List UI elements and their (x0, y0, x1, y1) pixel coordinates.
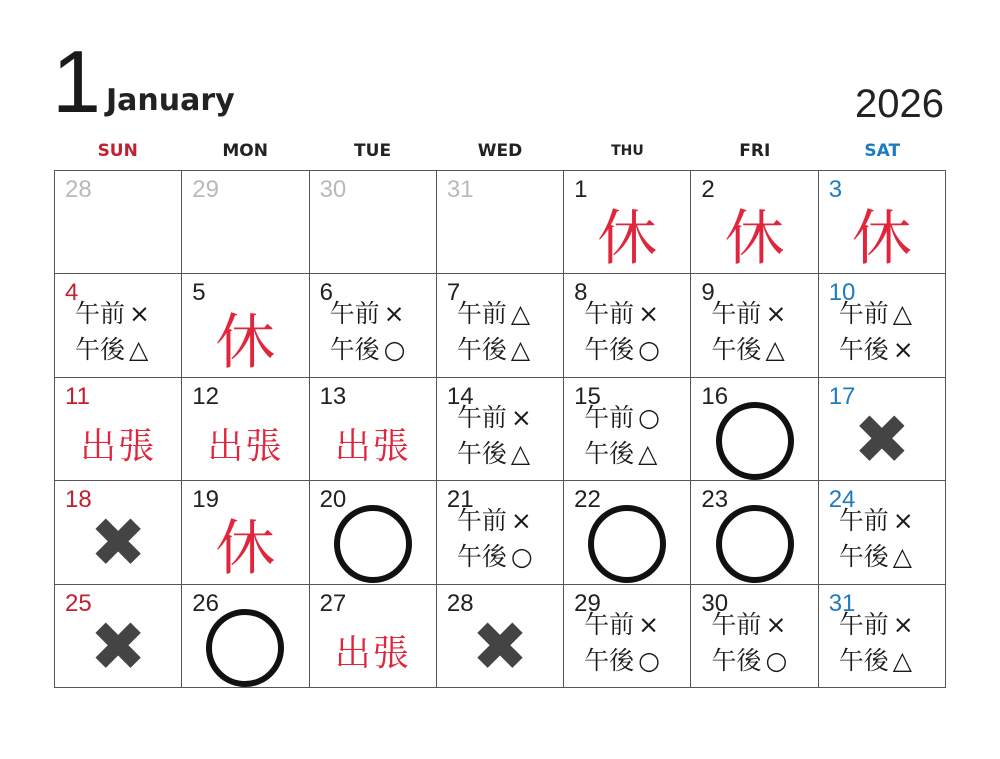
availability-symbol: △ (510, 335, 531, 365)
holiday-mark: 休 (215, 514, 276, 585)
availability-symbol: ○ (383, 335, 406, 365)
morning-label: 午前 (329, 299, 380, 329)
availability-symbol: ○ (638, 402, 660, 432)
afternoon-label: 午後 (711, 335, 762, 365)
calendar-day-cell[interactable] (564, 585, 691, 688)
calendar-day-cell[interactable] (691, 378, 818, 481)
day-number: 2 (701, 176, 715, 203)
day-number: 5 (192, 279, 206, 307)
day-number: 18 (65, 486, 92, 514)
day-number: 23 (701, 486, 729, 514)
calendar-day-cell[interactable] (182, 481, 309, 584)
availability-lines (75, 296, 150, 368)
availability-symbol: △ (129, 335, 149, 365)
availability-symbol: ○ (638, 335, 660, 365)
available-mark-wrap (182, 609, 308, 687)
calendar-day-cell[interactable] (819, 171, 946, 274)
afternoon-label: 午後 (584, 438, 635, 468)
morning-availability (457, 296, 530, 332)
calendar-day-cell[interactable] (819, 378, 946, 481)
day-number: 30 (701, 589, 729, 617)
calendar-day-cell[interactable] (310, 171, 437, 274)
afternoon-availability (584, 436, 660, 472)
calendar-day-cell[interactable] (819, 274, 946, 377)
weekday-header-row (54, 141, 946, 161)
afternoon-label: 午後 (838, 645, 889, 675)
day-number: 31 (828, 589, 856, 617)
calendar-day-cell[interactable] (564, 481, 691, 584)
calendar-day-cell[interactable] (564, 171, 691, 274)
availability-lines (584, 296, 660, 368)
unavailable-mark-wrap (819, 402, 945, 480)
month-number: 1 (52, 32, 101, 131)
calendar-day-cell[interactable] (310, 378, 437, 481)
weekday-sun: SUN (97, 141, 138, 161)
afternoon-label: 午後 (456, 438, 507, 468)
availability-symbol: ○ (765, 645, 788, 675)
morning-availability (584, 607, 660, 643)
availability-symbol: × (383, 299, 405, 329)
afternoon-availability (584, 643, 660, 679)
morning-availability (839, 296, 914, 332)
availability-symbol: × (892, 506, 914, 536)
availability-symbol: ○ (510, 542, 533, 572)
year: 2026 (855, 82, 944, 126)
afternoon-availability (839, 332, 914, 368)
calendar-day-cell[interactable] (819, 481, 946, 584)
availability-symbol: × (765, 609, 787, 639)
available-mark-wrap (691, 505, 817, 583)
morning-label: 午前 (584, 299, 635, 329)
cross-icon: ✖ (89, 504, 147, 584)
afternoon-availability (457, 332, 530, 368)
morning-label: 午前 (75, 299, 126, 329)
availability-lines (839, 296, 914, 368)
available-mark-wrap (564, 505, 690, 583)
morning-label: 午前 (456, 299, 507, 329)
day-number: 28 (65, 176, 92, 203)
afternoon-availability (75, 332, 150, 368)
calendar-day-cell[interactable] (55, 171, 182, 274)
business-trip-mark: 出張 (334, 633, 411, 675)
day-number: 7 (446, 279, 461, 307)
business-trip-mark: 出張 (80, 426, 157, 468)
calendar-day-cell[interactable] (437, 274, 564, 377)
availability-lines (711, 296, 786, 368)
morning-availability (839, 607, 914, 643)
unavailable-mark-wrap (437, 609, 563, 687)
calendar-day-cell[interactable] (691, 481, 818, 584)
calendar-day-cell[interactable] (182, 585, 309, 688)
weekday-wed: WED (477, 141, 523, 161)
day-number: 9 (701, 279, 715, 307)
day-number: 4 (65, 279, 79, 307)
availability-symbol: △ (510, 438, 531, 468)
day-number: 22 (574, 486, 601, 514)
availability-symbol: △ (892, 299, 912, 329)
afternoon-availability (711, 643, 787, 679)
day-number: 12 (192, 382, 219, 410)
afternoon-label: 午後 (584, 335, 635, 365)
availability-symbol: △ (892, 645, 912, 675)
weekday-fri: FRI (739, 141, 771, 161)
calendar-day-cell[interactable] (310, 585, 437, 688)
afternoon-label: 午後 (838, 335, 889, 365)
calendar-day-cell[interactable] (437, 378, 564, 481)
morning-availability (457, 503, 533, 539)
afternoon-label: 午後 (711, 645, 762, 675)
calendar-day-cell[interactable] (564, 378, 691, 481)
available-mark-wrap (310, 505, 436, 583)
day-number: 6 (319, 279, 333, 307)
availability-symbol: ○ (638, 645, 660, 675)
calendar-grid (54, 170, 946, 688)
calendar-day-cell[interactable] (55, 585, 182, 688)
calendar-day-cell[interactable] (819, 585, 946, 688)
day-number: 10 (828, 279, 856, 307)
day-number: 25 (65, 589, 92, 617)
holiday-mark: 休 (215, 307, 276, 378)
afternoon-availability (457, 436, 532, 472)
availability-symbol: × (129, 299, 150, 329)
day-number: 16 (701, 382, 729, 410)
business-trip-mark: 出張 (334, 426, 411, 468)
day-number: 24 (828, 486, 856, 514)
calendar-day-cell[interactable] (310, 274, 437, 377)
availability-symbol: × (765, 299, 787, 329)
morning-availability (330, 296, 406, 332)
availability-lines (457, 503, 533, 575)
calendar-day-cell[interactable] (182, 378, 309, 481)
availability-lines (839, 607, 914, 679)
availability-lines (457, 296, 530, 368)
calendar-day-cell[interactable] (437, 585, 564, 688)
calendar-day-cell[interactable] (691, 274, 818, 377)
calendar-day-cell[interactable] (182, 171, 309, 274)
calendar-day-cell[interactable] (437, 481, 564, 584)
circle-icon (588, 505, 666, 583)
morning-label: 午前 (456, 506, 507, 536)
afternoon-label: 午後 (75, 335, 126, 365)
calendar-day-cell[interactable] (310, 481, 437, 584)
morning-label: 午前 (584, 609, 635, 639)
afternoon-label: 午後 (329, 335, 380, 365)
day-number: 29 (192, 176, 219, 203)
unavailable-mark-wrap (55, 505, 181, 583)
holiday-mark: 休 (724, 204, 785, 275)
afternoon-label: 午後 (456, 542, 507, 572)
availability-lines (839, 503, 914, 575)
month-name: January (106, 83, 235, 118)
circle-icon (716, 402, 794, 480)
available-mark-wrap (691, 402, 817, 480)
availability-symbol: × (638, 609, 660, 639)
circle-icon (334, 505, 412, 583)
morning-availability (584, 296, 660, 332)
unavailable-mark-wrap (55, 609, 181, 687)
cross-icon: ✖ (89, 607, 147, 687)
morning-label: 午前 (711, 609, 762, 639)
availability-lines (584, 400, 660, 472)
calendar-day-cell[interactable] (182, 274, 309, 377)
day-number: 20 (319, 486, 347, 514)
morning-availability (584, 400, 660, 436)
morning-label: 午前 (584, 402, 635, 432)
morning-availability (711, 296, 786, 332)
morning-label: 午前 (456, 402, 507, 432)
calendar-day-cell[interactable] (55, 481, 182, 584)
weekday-thu: THU (611, 143, 644, 159)
day-number: 26 (192, 589, 219, 617)
day-number: 8 (574, 279, 588, 307)
calendar-day-cell[interactable] (691, 585, 818, 688)
circle-icon (206, 609, 284, 687)
day-number: 29 (574, 589, 601, 617)
availability-symbol: × (510, 506, 532, 536)
day-number: 11 (65, 382, 90, 410)
holiday-mark: 休 (597, 204, 658, 275)
calendar-day-cell[interactable] (55, 378, 182, 481)
day-number: 1 (574, 176, 588, 203)
availability-symbol: △ (638, 438, 658, 468)
weekday-mon: MON (222, 141, 268, 161)
afternoon-availability (330, 332, 406, 368)
afternoon-availability (711, 332, 786, 368)
day-number: 19 (192, 486, 219, 514)
afternoon-availability (584, 332, 660, 368)
afternoon-availability (839, 539, 914, 575)
availability-symbol: × (892, 609, 914, 639)
morning-availability (711, 607, 787, 643)
morning-label: 午前 (838, 609, 889, 639)
day-number: 27 (319, 589, 347, 617)
day-number: 15 (574, 382, 601, 410)
day-number: 28 (446, 589, 474, 617)
afternoon-availability (457, 539, 533, 575)
business-trip-mark: 出張 (207, 426, 284, 468)
weekday-tue: TUE (354, 141, 392, 161)
day-number: 17 (828, 382, 856, 410)
availability-symbol: △ (765, 335, 785, 365)
availability-lines (711, 607, 787, 679)
availability-symbol: △ (510, 299, 531, 329)
day-number: 14 (446, 382, 474, 410)
weekday-sat: SAT (864, 141, 901, 161)
morning-availability (75, 296, 150, 332)
day-number: 30 (319, 176, 347, 203)
holiday-mark: 休 (851, 204, 912, 275)
availability-symbol: × (892, 335, 914, 365)
afternoon-label: 午後 (456, 335, 507, 365)
availability-lines (457, 400, 532, 472)
morning-label: 午前 (711, 299, 762, 329)
morning-availability (839, 503, 914, 539)
availability-lines (330, 296, 406, 368)
calendar-day-cell[interactable] (691, 171, 818, 274)
morning-label: 午前 (838, 506, 889, 536)
day-number: 31 (446, 176, 474, 203)
day-number: 3 (828, 176, 843, 203)
afternoon-availability (839, 643, 914, 679)
morning-label: 午前 (838, 299, 889, 329)
morning-availability (457, 400, 532, 436)
availability-lines (584, 607, 660, 679)
calendar-day-cell[interactable] (564, 274, 691, 377)
availability-symbol: × (510, 402, 532, 432)
afternoon-label: 午後 (584, 645, 635, 675)
availability-symbol: × (638, 299, 660, 329)
calendar-day-cell[interactable] (55, 274, 182, 377)
availability-symbol: △ (892, 542, 912, 572)
cross-icon: ✖ (853, 400, 911, 480)
afternoon-label: 午後 (838, 542, 889, 572)
calendar-day-cell[interactable] (437, 171, 564, 274)
circle-icon (716, 505, 794, 583)
day-number: 13 (319, 382, 347, 410)
cross-icon: ✖ (471, 607, 529, 687)
day-number: 21 (446, 486, 474, 514)
